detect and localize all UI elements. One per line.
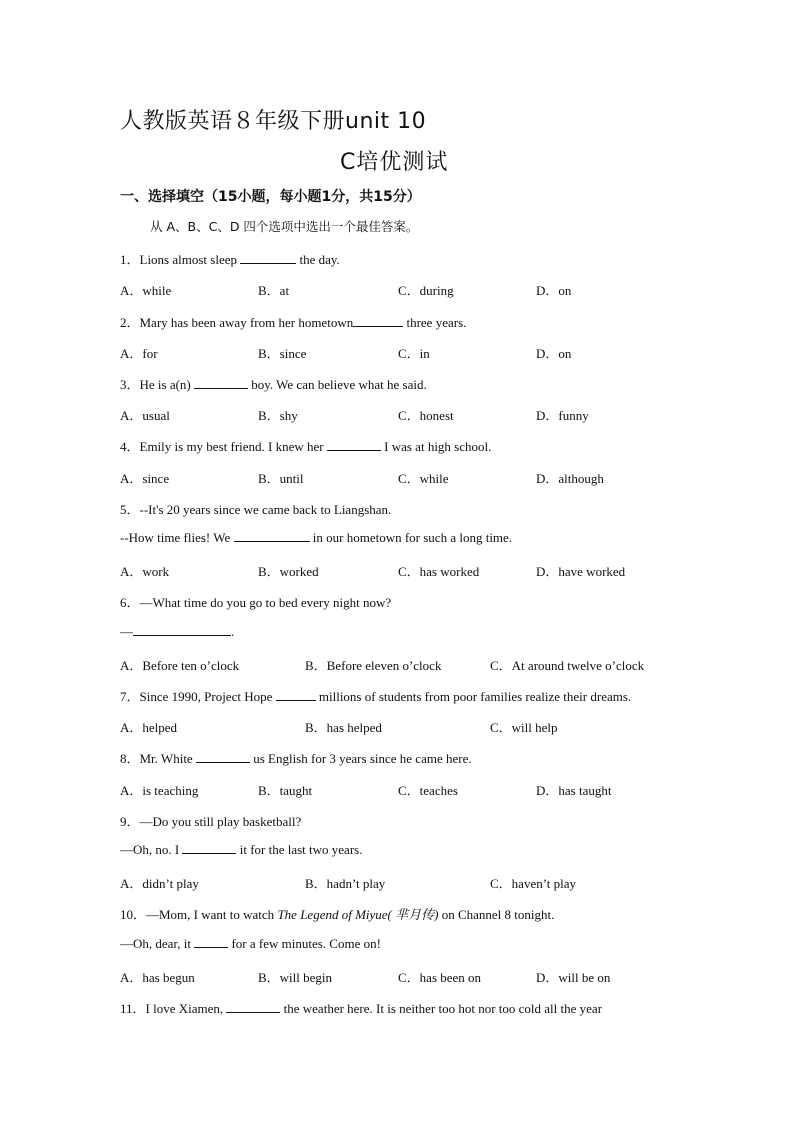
question-text: millions of students from poor families realize their dreams. xyxy=(318,689,632,704)
option-b: B．since xyxy=(258,346,307,361)
option-c: C．while xyxy=(398,471,449,486)
option-a: A．has begun xyxy=(120,970,195,985)
question-text: the weather here. It is neither too hot nor too cold all the year xyxy=(283,1001,603,1016)
option-a: A．is teaching xyxy=(120,783,199,798)
option-c: C．has worked xyxy=(398,564,480,579)
option-d: D．on xyxy=(536,283,572,298)
option-d: D．although xyxy=(536,471,604,486)
question-5: 5．--It's 20 years since we came back to Liangshan. xyxy=(120,502,392,517)
answer-blank xyxy=(226,1001,280,1013)
question-6: 6．—What time do you go to bed every night now? xyxy=(120,595,392,610)
program-title: The Legend of Miyue( 芈月传) xyxy=(277,907,439,922)
answer-blank xyxy=(353,315,403,327)
document-title: 人教版英语８年级下册unit 10 xyxy=(120,109,427,134)
question-9-reply xyxy=(120,842,362,858)
option-b: B．has helped xyxy=(305,720,382,735)
question-2 xyxy=(120,312,466,331)
option-c: C．At around twelve o’clock xyxy=(490,658,645,673)
option-d: D．will be on xyxy=(536,970,611,985)
question-text: 2．Mary has been away from her hometown xyxy=(120,315,354,330)
answer-blank xyxy=(240,252,296,264)
question-10-reply xyxy=(120,936,381,952)
question-1 xyxy=(120,249,340,268)
option-b: B．until xyxy=(258,471,304,486)
period: . xyxy=(231,624,235,639)
instruction-text: 从 A、B、C、D 四个选项中选出一个最佳答案。 xyxy=(150,219,419,234)
option-c: C．teaches xyxy=(398,783,458,798)
question-text: 1．Lions almost sleep xyxy=(120,252,237,267)
option-c: C．has been on xyxy=(398,970,482,985)
question-3 xyxy=(120,374,427,393)
question-text: I was at high school. xyxy=(384,439,492,454)
document-subtitle: C培优测试 xyxy=(340,150,449,175)
option-a: A．work xyxy=(120,564,170,579)
answer-blank xyxy=(234,530,310,542)
option-b: B．hadn’t play xyxy=(305,876,386,891)
answer-blank xyxy=(182,842,236,854)
question-8 xyxy=(120,748,472,767)
question-6-reply xyxy=(120,624,234,640)
option-b: B．will begin xyxy=(258,970,333,985)
answer-blank xyxy=(194,936,228,948)
answer-blank xyxy=(196,751,250,763)
option-b: B．at xyxy=(258,283,290,298)
option-c: C．will help xyxy=(490,720,558,735)
option-c: C．haven’t play xyxy=(490,876,577,891)
option-c: C．during xyxy=(398,283,454,298)
option-a: A．helped xyxy=(120,720,178,735)
question-text: boy. We can believe what he said. xyxy=(251,377,427,392)
option-a: A．Before ten o’clock xyxy=(120,658,240,673)
option-a: A．usual xyxy=(120,408,170,423)
question-text: 4．Emily is my best friend. I knew her xyxy=(120,439,324,454)
dash-prefix: — xyxy=(120,624,133,639)
question-text: 11．I love Xiamen, xyxy=(120,1001,224,1016)
option-b: B．taught xyxy=(258,783,313,798)
question-text: us English for 3 years since he came here. xyxy=(253,751,472,766)
question-4 xyxy=(120,436,491,455)
question-text: it for the last two years. xyxy=(239,842,363,857)
question-text: --How time flies! We xyxy=(120,530,231,545)
section-heading: 一、选择填空（15小题，每小题1分，共15分） xyxy=(120,189,421,205)
question-5-reply xyxy=(120,530,512,546)
option-a: A．didn’t play xyxy=(120,876,199,891)
option-d: D．has taught xyxy=(536,783,612,798)
question-text: three years. xyxy=(406,315,467,330)
option-b: B．Before eleven o’clock xyxy=(305,658,442,673)
question-text: 3．He is a(n) xyxy=(120,377,191,392)
option-a: A．while xyxy=(120,283,172,298)
question-text: on Channel 8 tonight. xyxy=(441,907,555,922)
question-11 xyxy=(120,998,602,1017)
question-9: 9．—Do you still play basketball? xyxy=(120,814,302,829)
answer-blank xyxy=(194,377,248,389)
question-10 xyxy=(120,904,554,923)
question-text: —Oh, dear, it xyxy=(120,936,191,951)
question-text: 10．—Mom, I want to watch xyxy=(120,907,275,922)
question-7 xyxy=(120,686,631,705)
option-d: D．funny xyxy=(536,408,589,423)
option-c: C．in xyxy=(398,346,430,361)
answer-blank xyxy=(133,624,231,636)
question-text: in our hometown for such a long time. xyxy=(312,530,513,545)
option-c: C．honest xyxy=(398,408,454,423)
option-d: D．on xyxy=(536,346,572,361)
question-text: the day. xyxy=(299,252,340,267)
question-text: 7．Since 1990, Project Hope xyxy=(120,689,273,704)
question-text: for a few minutes. Come on! xyxy=(231,936,381,951)
answer-blank xyxy=(276,689,316,701)
answer-blank xyxy=(327,439,381,451)
option-d: D．have worked xyxy=(536,564,626,579)
option-a: A．for xyxy=(120,346,158,361)
question-text: —Oh, no. I xyxy=(120,842,180,857)
option-b: B．shy xyxy=(258,408,298,423)
option-b: B．worked xyxy=(258,564,319,579)
question-text: 8．Mr. White xyxy=(120,751,193,766)
option-a: A．since xyxy=(120,471,170,486)
